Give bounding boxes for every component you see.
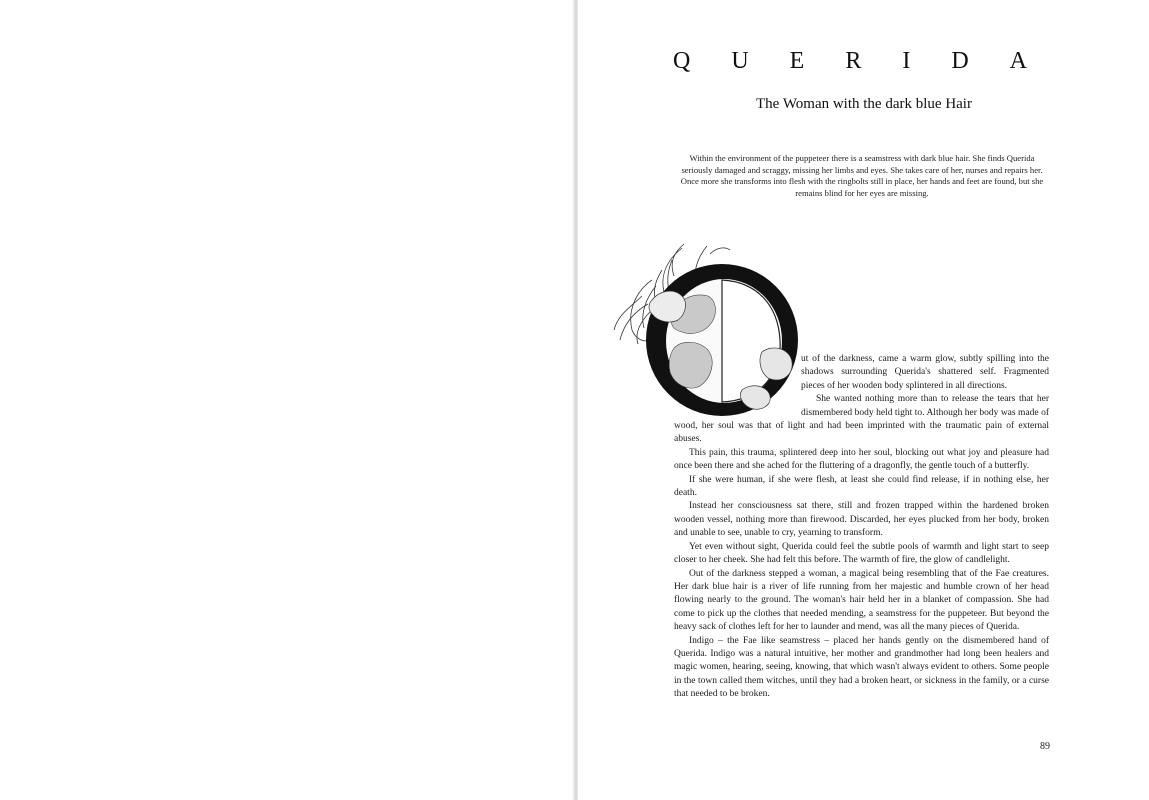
paragraph: Yet even without sight, Querida could feel the subtle pools of warmth and light start to seep closer to her cheek. She had felt this before. The warmth of fire, the glow of candlelight. [674,541,1049,566]
drop-cap-text-wrap [674,353,801,407]
chapter-title: QUERIDA [673,48,1068,74]
paragraph: Out of the darkness stepped a woman, a magical being resembling that of the Fae creatures. Her dark blue hair is a river of life running from her majestic and humble crown of her head flowing nearly to the ground. The woman's hair held her in a blanket of compassion. She had come to pick up the clothes that needed mending, a seamstress for the puppeteer. But beyond the heavy sack of clothes left for her to launder and mend, was all the many pieces of Querida. [674,568,1049,633]
page-number: 89 [1040,741,1050,752]
chapter-body [674,353,1049,702]
right-page [578,0,1149,800]
paragraph: She wanted nothing more than to release the tears that her dismembered body held tight to. Although her body was made of wood, her soul was that of light and had been imprinted with the traumatic pain of external abuses. [674,394,1049,445]
paragraph: ut of the darkness, came a warm glow, subtly spilling into the shadows surrounding Querida's shattered self. Fragmented pieces of her wooden body splintered in all directions. [801,354,1049,391]
paragraph: Indigo – the Fae like seamstress – placed her hands gently on the dismembered hand of Querida. Indigo was a natural intuitive, her mother and grandmother had long been healers and magic women, hearing, seeing, knowing, that which wasn't always evident to others. Some people in the town called them witches, until they had a broken heart, or sickness in the family, or a curse that needed to be broken. [674,635,1049,700]
paragraph: If she were human, if she were flesh, at least she could find release, if in nothing else, her death. [674,474,1049,499]
chapter-subtitle: The Woman with the dark blue Hair [756,96,972,112]
paragraph: Instead her consciousness sat there, still and frozen trapped within the hardened broken wooden vessel, nothing more than firewood. Discarded, her eyes plucked from her body, broken and unable to see, unable to cry, yearning to transform. [674,501,1049,539]
chapter-synopsis: Within the environment of the puppeteer there is a seamstress with dark blue hair. She finds Querida seriously damaged and scraggy, missing her limbs and eyes. She takes care of her, nurses and repairs her. Once more she transforms into flesh with the ringbolts still in place, her hands and feet are found, but she remains blind for her eyes are missing. [680,153,1044,198]
paragraph: This pain, this trauma, splintered deep into her soul, blocking out what joy and pleasure had once been there and she ached for the fluttering of a dragonfly, the gentle touch of a butterfly. [674,447,1049,472]
